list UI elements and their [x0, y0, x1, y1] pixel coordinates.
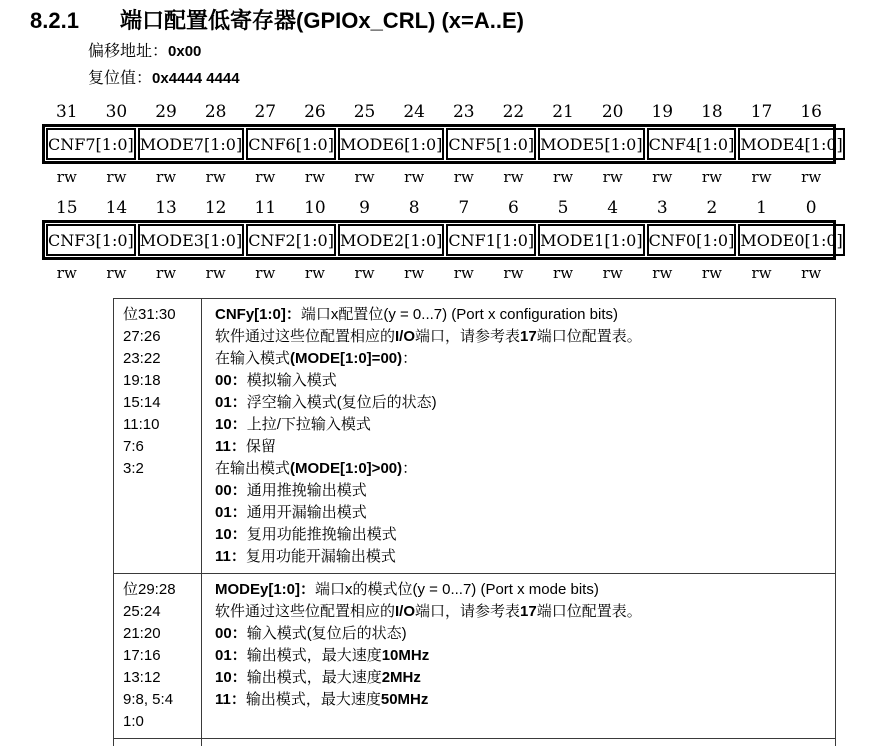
- access-type-label: rw: [255, 264, 276, 282]
- bit-range: 27:26: [123, 328, 161, 345]
- field-description-column: [202, 574, 835, 738]
- text-segment: 00：: [215, 482, 247, 499]
- bit-number: 31: [55, 102, 78, 122]
- bit-number: 15: [55, 198, 78, 218]
- access-type-label: rw: [453, 264, 474, 282]
- text-segment: 输入模式(复位后的状态): [246, 625, 407, 642]
- bit-number: 16: [800, 102, 822, 122]
- bit-field-cell: CNF4[1:0]: [647, 128, 737, 160]
- bit-field-cell: MODE2[1:0]: [338, 224, 444, 256]
- bit-range: 19:18: [123, 372, 161, 389]
- section-number: 8.2.1: [30, 8, 79, 33]
- text-segment: (MODE[1:0]>00): [290, 460, 403, 477]
- bit-field-cell: MODE0[1:0]: [738, 224, 844, 256]
- text-segment: 端口位配置表。: [536, 603, 642, 620]
- bit-fields-row: [42, 220, 843, 260]
- bit-number: 4: [607, 198, 619, 218]
- reset-value-label: 复位值：: [88, 70, 153, 87]
- bit-range: 位29:28: [123, 581, 176, 598]
- description-line: [215, 502, 827, 524]
- bit-range: 15:14: [123, 394, 161, 411]
- access-row: [42, 164, 836, 190]
- access-type-label: rw: [56, 264, 77, 282]
- bit-number: 22: [502, 102, 525, 122]
- text-segment: 端口，请参考表: [415, 328, 521, 345]
- bit-number: 14: [105, 198, 128, 218]
- text-segment: 复用功能推挽输出模式: [246, 526, 397, 543]
- bit-fields-row: [42, 124, 843, 164]
- description-line: [215, 667, 827, 689]
- bit-number: 11: [254, 198, 277, 218]
- text-segment: 模拟输入模式: [246, 372, 337, 389]
- text-segment: 在输入模式: [215, 350, 291, 367]
- bit-number: 23: [452, 102, 475, 122]
- text-segment: 在输出模式: [215, 460, 291, 477]
- text-segment: 00：: [215, 625, 247, 642]
- access-type-label: rw: [404, 264, 425, 282]
- text-segment: 端口位配置表。: [536, 328, 642, 345]
- bit-range: 9:8, 5:4: [123, 691, 174, 708]
- access-type-label: rw: [354, 264, 375, 282]
- text-segment: 复用功能开漏输出模式: [245, 548, 396, 565]
- bit-numbers-row: [42, 100, 836, 122]
- description-line: [215, 436, 827, 458]
- access-type-label: rw: [652, 264, 673, 282]
- bit-number: 9: [359, 198, 370, 218]
- bit-number: 29: [155, 102, 177, 122]
- bit-numbers-row: [42, 196, 836, 218]
- text-segment: 11：: [215, 691, 246, 708]
- bit-number: 18: [701, 102, 723, 122]
- table-cutoff-row: [114, 739, 835, 746]
- text-segment: 浮空输入模式(复位后的状态): [246, 394, 437, 411]
- text-segment: 01：: [215, 647, 247, 664]
- bit-number: 12: [204, 198, 227, 218]
- bit-number: 28: [204, 102, 227, 122]
- access-type-label: rw: [602, 168, 623, 186]
- text-segment: MODEy[1:0]：: [215, 581, 316, 598]
- offset-address-line: [88, 43, 870, 61]
- bit-range: 位31:30: [123, 306, 176, 323]
- description-line: [215, 370, 827, 392]
- bit-number: 19: [651, 102, 674, 122]
- bit-range-column: [114, 574, 202, 738]
- description-line: [215, 579, 827, 601]
- text-segment: 上拉/下拉输入模式: [246, 416, 371, 433]
- bit-number: 30: [105, 102, 128, 122]
- text-segment: 通用推挽输出模式: [246, 482, 367, 499]
- text-segment: 端口x的模式位(y = 0...7) (Port x mode bits): [315, 581, 599, 598]
- text-segment: (MODE[1:0]=00): [290, 350, 403, 367]
- access-type-label: rw: [56, 168, 77, 186]
- text-segment: I/O: [395, 603, 416, 620]
- description-line: [215, 348, 827, 370]
- bit-range: 7:6: [123, 438, 144, 455]
- text-segment: 输出模式，最大速度: [246, 647, 382, 664]
- bit-field-cell: CNF2[1:0]: [246, 224, 336, 256]
- access-type-label: rw: [453, 168, 474, 186]
- bit-range-column: [114, 299, 202, 573]
- text-segment: 端口x配置位(y = 0...7) (Port x configuration bits): [300, 306, 619, 323]
- bit-number: 7: [458, 198, 470, 218]
- bit-field-cell: CNF5[1:0]: [446, 128, 536, 160]
- text-segment: CNFy[1:0]：: [215, 306, 301, 323]
- access-type-label: rw: [701, 264, 722, 282]
- text-segment: 10：: [215, 416, 247, 433]
- bit-range: 11:10: [123, 416, 160, 433]
- bit-field-cell: MODE3[1:0]: [138, 224, 244, 256]
- description-line: [215, 304, 827, 326]
- text-segment: ：: [402, 350, 418, 367]
- bit-range: 13:12: [123, 669, 161, 686]
- description-line: [215, 326, 827, 348]
- description-line: [215, 524, 827, 546]
- description-line: [215, 392, 827, 414]
- description-row: [114, 574, 835, 739]
- register-description-table: [113, 298, 836, 746]
- description-line: [215, 458, 827, 480]
- access-type-label: rw: [205, 264, 226, 282]
- access-type-label: rw: [652, 168, 673, 186]
- bit-number: 24: [403, 102, 425, 122]
- description-line: [215, 689, 827, 711]
- description-line: [215, 480, 827, 502]
- access-type-label: rw: [404, 168, 425, 186]
- register-bit-diagram: [42, 100, 843, 286]
- access-type-label: rw: [503, 264, 524, 282]
- text-segment: 10MHz: [381, 647, 430, 664]
- text-segment: 01：: [215, 394, 247, 411]
- text-segment: 10：: [215, 526, 247, 543]
- description-row: [114, 299, 835, 574]
- field-description-column: [202, 299, 835, 573]
- access-type-label: rw: [354, 168, 375, 186]
- access-type-label: rw: [751, 264, 772, 282]
- text-segment: 输出模式，最大速度: [246, 669, 382, 686]
- bit-range: 23:22: [123, 350, 161, 367]
- access-type-label: rw: [801, 168, 822, 186]
- bit-field-cell: CNF0[1:0]: [647, 224, 737, 256]
- bit-number: 2: [706, 198, 718, 218]
- text-segment: 11：: [215, 438, 246, 455]
- bit-number: 13: [155, 198, 177, 218]
- bit-number: 0: [805, 198, 817, 218]
- bit-number: 25: [353, 102, 376, 122]
- access-type-label: rw: [106, 264, 127, 282]
- page-title: 端口配置低寄存器(GPIOx_CRL) (x=A..E): [120, 8, 524, 33]
- bit-number: 10: [304, 198, 326, 218]
- text-segment: ：: [402, 460, 418, 477]
- bit-number: 27: [254, 102, 277, 122]
- offset-address-label: 偏移地址：: [88, 43, 169, 60]
- bit-field-cell: MODE6[1:0]: [338, 128, 444, 160]
- access-type-label: rw: [255, 168, 276, 186]
- bit-field-cell: MODE4[1:0]: [738, 128, 844, 160]
- access-type-label: rw: [553, 168, 574, 186]
- reset-value-line: [88, 70, 870, 88]
- bit-range-column: [114, 739, 202, 746]
- access-type-label: rw: [701, 168, 722, 186]
- text-segment: 50MHz: [380, 691, 429, 708]
- text-segment: 保留: [245, 438, 276, 455]
- bit-range: 21:20: [123, 625, 161, 642]
- access-type-label: rw: [602, 264, 623, 282]
- access-type-label: rw: [106, 168, 127, 186]
- section-heading: [30, 8, 870, 34]
- bit-number: 5: [557, 198, 569, 218]
- bit-field-cell: MODE5[1:0]: [538, 128, 644, 160]
- access-row: [42, 260, 836, 286]
- bit-range: 1:0: [123, 713, 144, 730]
- access-type-label: rw: [205, 168, 226, 186]
- offset-address-value: 0x00: [168, 43, 202, 60]
- description-line: [215, 645, 827, 667]
- access-type-label: rw: [304, 168, 325, 186]
- text-segment: 通用开漏输出模式: [246, 504, 367, 521]
- reset-value-value: 0x4444 4444: [152, 70, 240, 87]
- text-segment: 软件通过这些位配置相应的: [215, 603, 396, 620]
- description-line: [215, 546, 827, 568]
- bit-range: 25:24: [123, 603, 161, 620]
- text-segment: 17: [520, 328, 537, 345]
- bit-field-cell: MODE1[1:0]: [538, 224, 644, 256]
- bit-number: 26: [304, 102, 326, 122]
- text-segment: 2MHz: [381, 669, 421, 686]
- access-type-label: rw: [156, 168, 177, 186]
- access-type-label: rw: [751, 168, 772, 186]
- text-segment: 10：: [215, 669, 247, 686]
- bit-number: 17: [750, 102, 773, 122]
- description-line: [215, 601, 827, 623]
- access-type-label: rw: [156, 264, 177, 282]
- access-type-label: rw: [304, 264, 325, 282]
- access-type-label: rw: [503, 168, 524, 186]
- text-segment: 端口，请参考表: [415, 603, 521, 620]
- text-segment: 11：: [215, 548, 246, 565]
- text-segment: 输出模式，最大速度: [245, 691, 381, 708]
- text-segment: 软件通过这些位配置相应的: [215, 328, 396, 345]
- bit-range: 17:16: [123, 647, 161, 664]
- bit-number: 1: [756, 198, 767, 218]
- bit-number: 6: [508, 198, 519, 218]
- description-line: [215, 414, 827, 436]
- bit-field-cell: CNF1[1:0]: [446, 224, 536, 256]
- access-type-label: rw: [801, 264, 822, 282]
- access-type-label: rw: [553, 264, 574, 282]
- bit-field-cell: CNF7[1:0]: [46, 128, 136, 160]
- bit-number: 21: [552, 102, 574, 122]
- text-segment: 17: [520, 603, 537, 620]
- bit-field-cell: CNF3[1:0]: [46, 224, 136, 256]
- description-line: [215, 623, 827, 645]
- bit-number: 3: [656, 198, 668, 218]
- text-segment: 01：: [215, 504, 247, 521]
- text-segment: I/O: [395, 328, 416, 345]
- text-segment: 00：: [215, 372, 247, 389]
- bit-number: 20: [601, 102, 624, 122]
- bit-field-cell: MODE7[1:0]: [138, 128, 244, 160]
- bit-range: 3:2: [123, 460, 144, 477]
- bit-number: 8: [408, 198, 420, 218]
- bit-field-cell: CNF6[1:0]: [246, 128, 336, 160]
